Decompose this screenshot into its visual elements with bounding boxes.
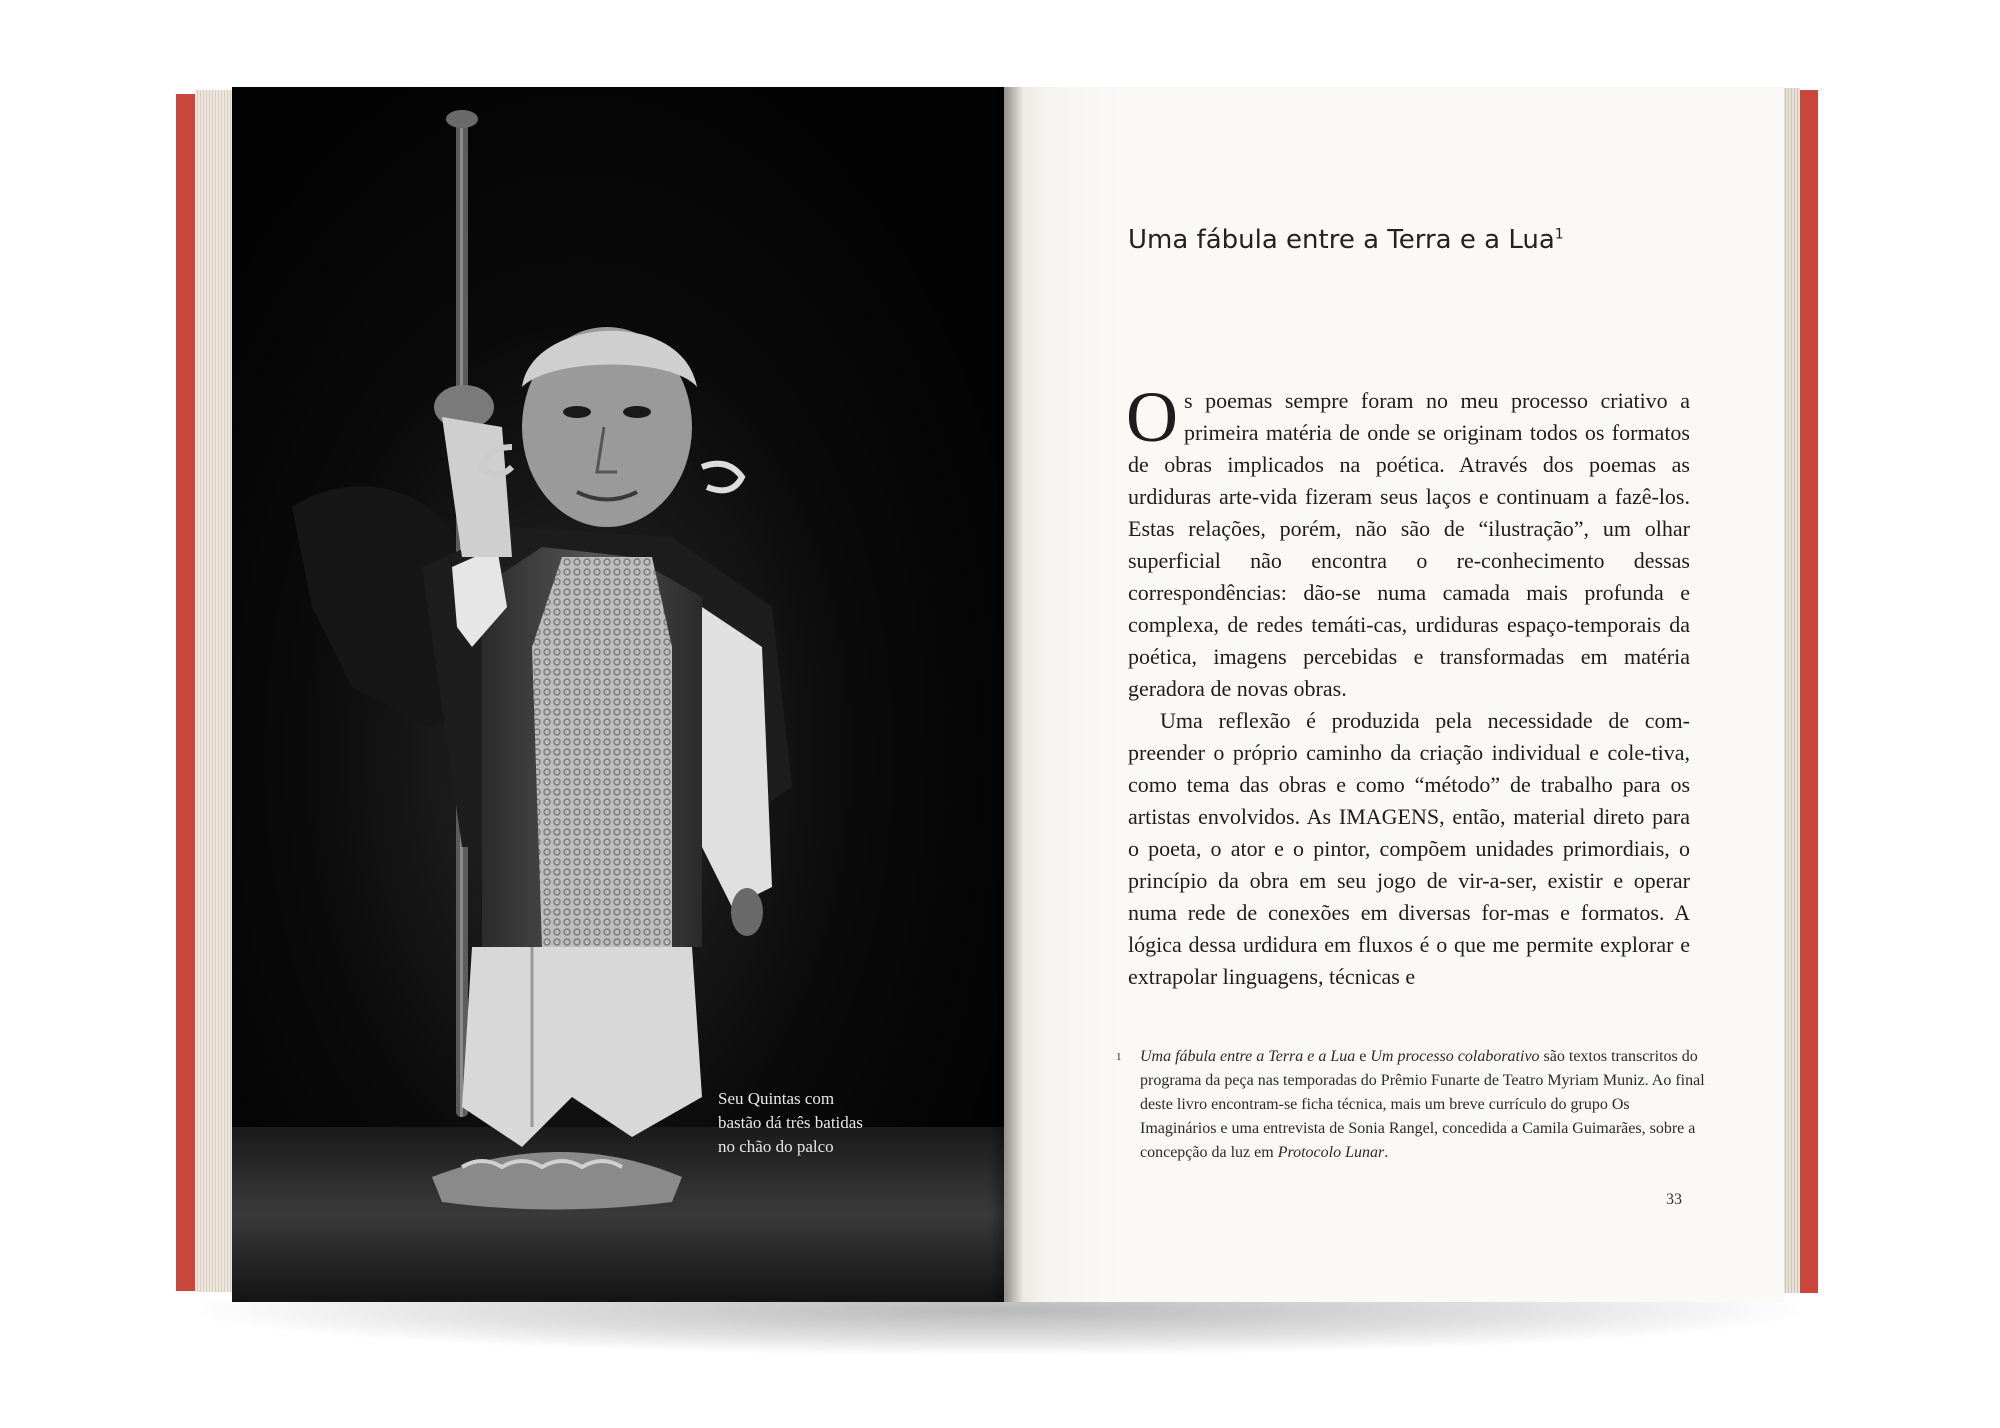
footnote-text xyxy=(1116,1045,1708,1165)
chapter-title xyxy=(1128,225,1564,255)
paragraph xyxy=(1126,377,1690,705)
cover-edge-right xyxy=(1798,90,1818,1293)
footnote-mark: 1 xyxy=(1116,1051,1122,1063)
footnote-segment: são textos transcritos do programa da peça nas temporadas do Prêmio Funarte de Teatro Myriam Muniz. Ao final deste livro encontram-se ficha técnica, mais um breve currículo do grupo Os Imaginários e uma entrevista de Sonia Rangel, concedida a Camila Guimarães, sobre a concepção da luz em xyxy=(1140,1048,1705,1161)
right-page xyxy=(1004,87,1784,1302)
page-number: 33 xyxy=(1666,1191,1682,1208)
footnote-italic: Um processo colaborativo xyxy=(1370,1048,1540,1065)
caption-line: Seu Quintas com xyxy=(718,1089,835,1108)
left-page xyxy=(232,87,1004,1302)
caption-line: bastão dá três batidas xyxy=(718,1113,863,1132)
page-edges-left xyxy=(195,90,233,1292)
footnote-italic: Protocolo Lunar xyxy=(1277,1144,1385,1161)
photo-caption xyxy=(718,1087,918,1159)
footnote-segment: . xyxy=(1384,1144,1389,1161)
body-text xyxy=(1126,377,1690,993)
chapter-title-text: Uma fábula entre a Terra e a Lua xyxy=(1128,225,1555,255)
footnote-segment: e xyxy=(1355,1048,1371,1065)
paragraph: Uma reflexão é produzida pela necessidade de com-preender o próprio caminho da criação individual e cole-tiva, como tema das obras e como “método” de trabalho para os artistas envolvidos. As IMAGENS, então, material direto para o poeta, o ator e o pintor, compõem unidades primordiais, o princípio da obra em seu jogo de vir-a-ser, existir e operar numa rede de conexões em diversas for-mas e formatos. A lógica dessa urdidura em fluxos é o que me permite explorar e extrapolar linguagens, técnicas e xyxy=(1128,708,1690,989)
title-footnote-mark: 1 xyxy=(1554,226,1564,243)
footnote xyxy=(1116,1045,1708,1165)
paragraph-text: s poemas sempre foram no meu processo criativo a primeira matéria de onde se originam todos os formatos de obras implicados na poética. Através dos poemas as urdiduras arte-vida fizeram seus laços e continuam a fazê-los. Estas relações, porém, não são de “ilustração”, um olhar superficial não encontra o re-conhecimento dessas correspondências: dão-se numa camada mais profunda e complexa, de redes temáti-cas, urdiduras espaço-temporais da poética, imagens percebidas e transformadas em matéria geradora de novas obras. xyxy=(1128,388,1690,701)
caption-line: no chão do palco xyxy=(718,1137,834,1156)
footnote-italic: Uma fábula entre a Terra e a Lua xyxy=(1140,1048,1356,1065)
drop-cap: O xyxy=(1126,377,1178,457)
